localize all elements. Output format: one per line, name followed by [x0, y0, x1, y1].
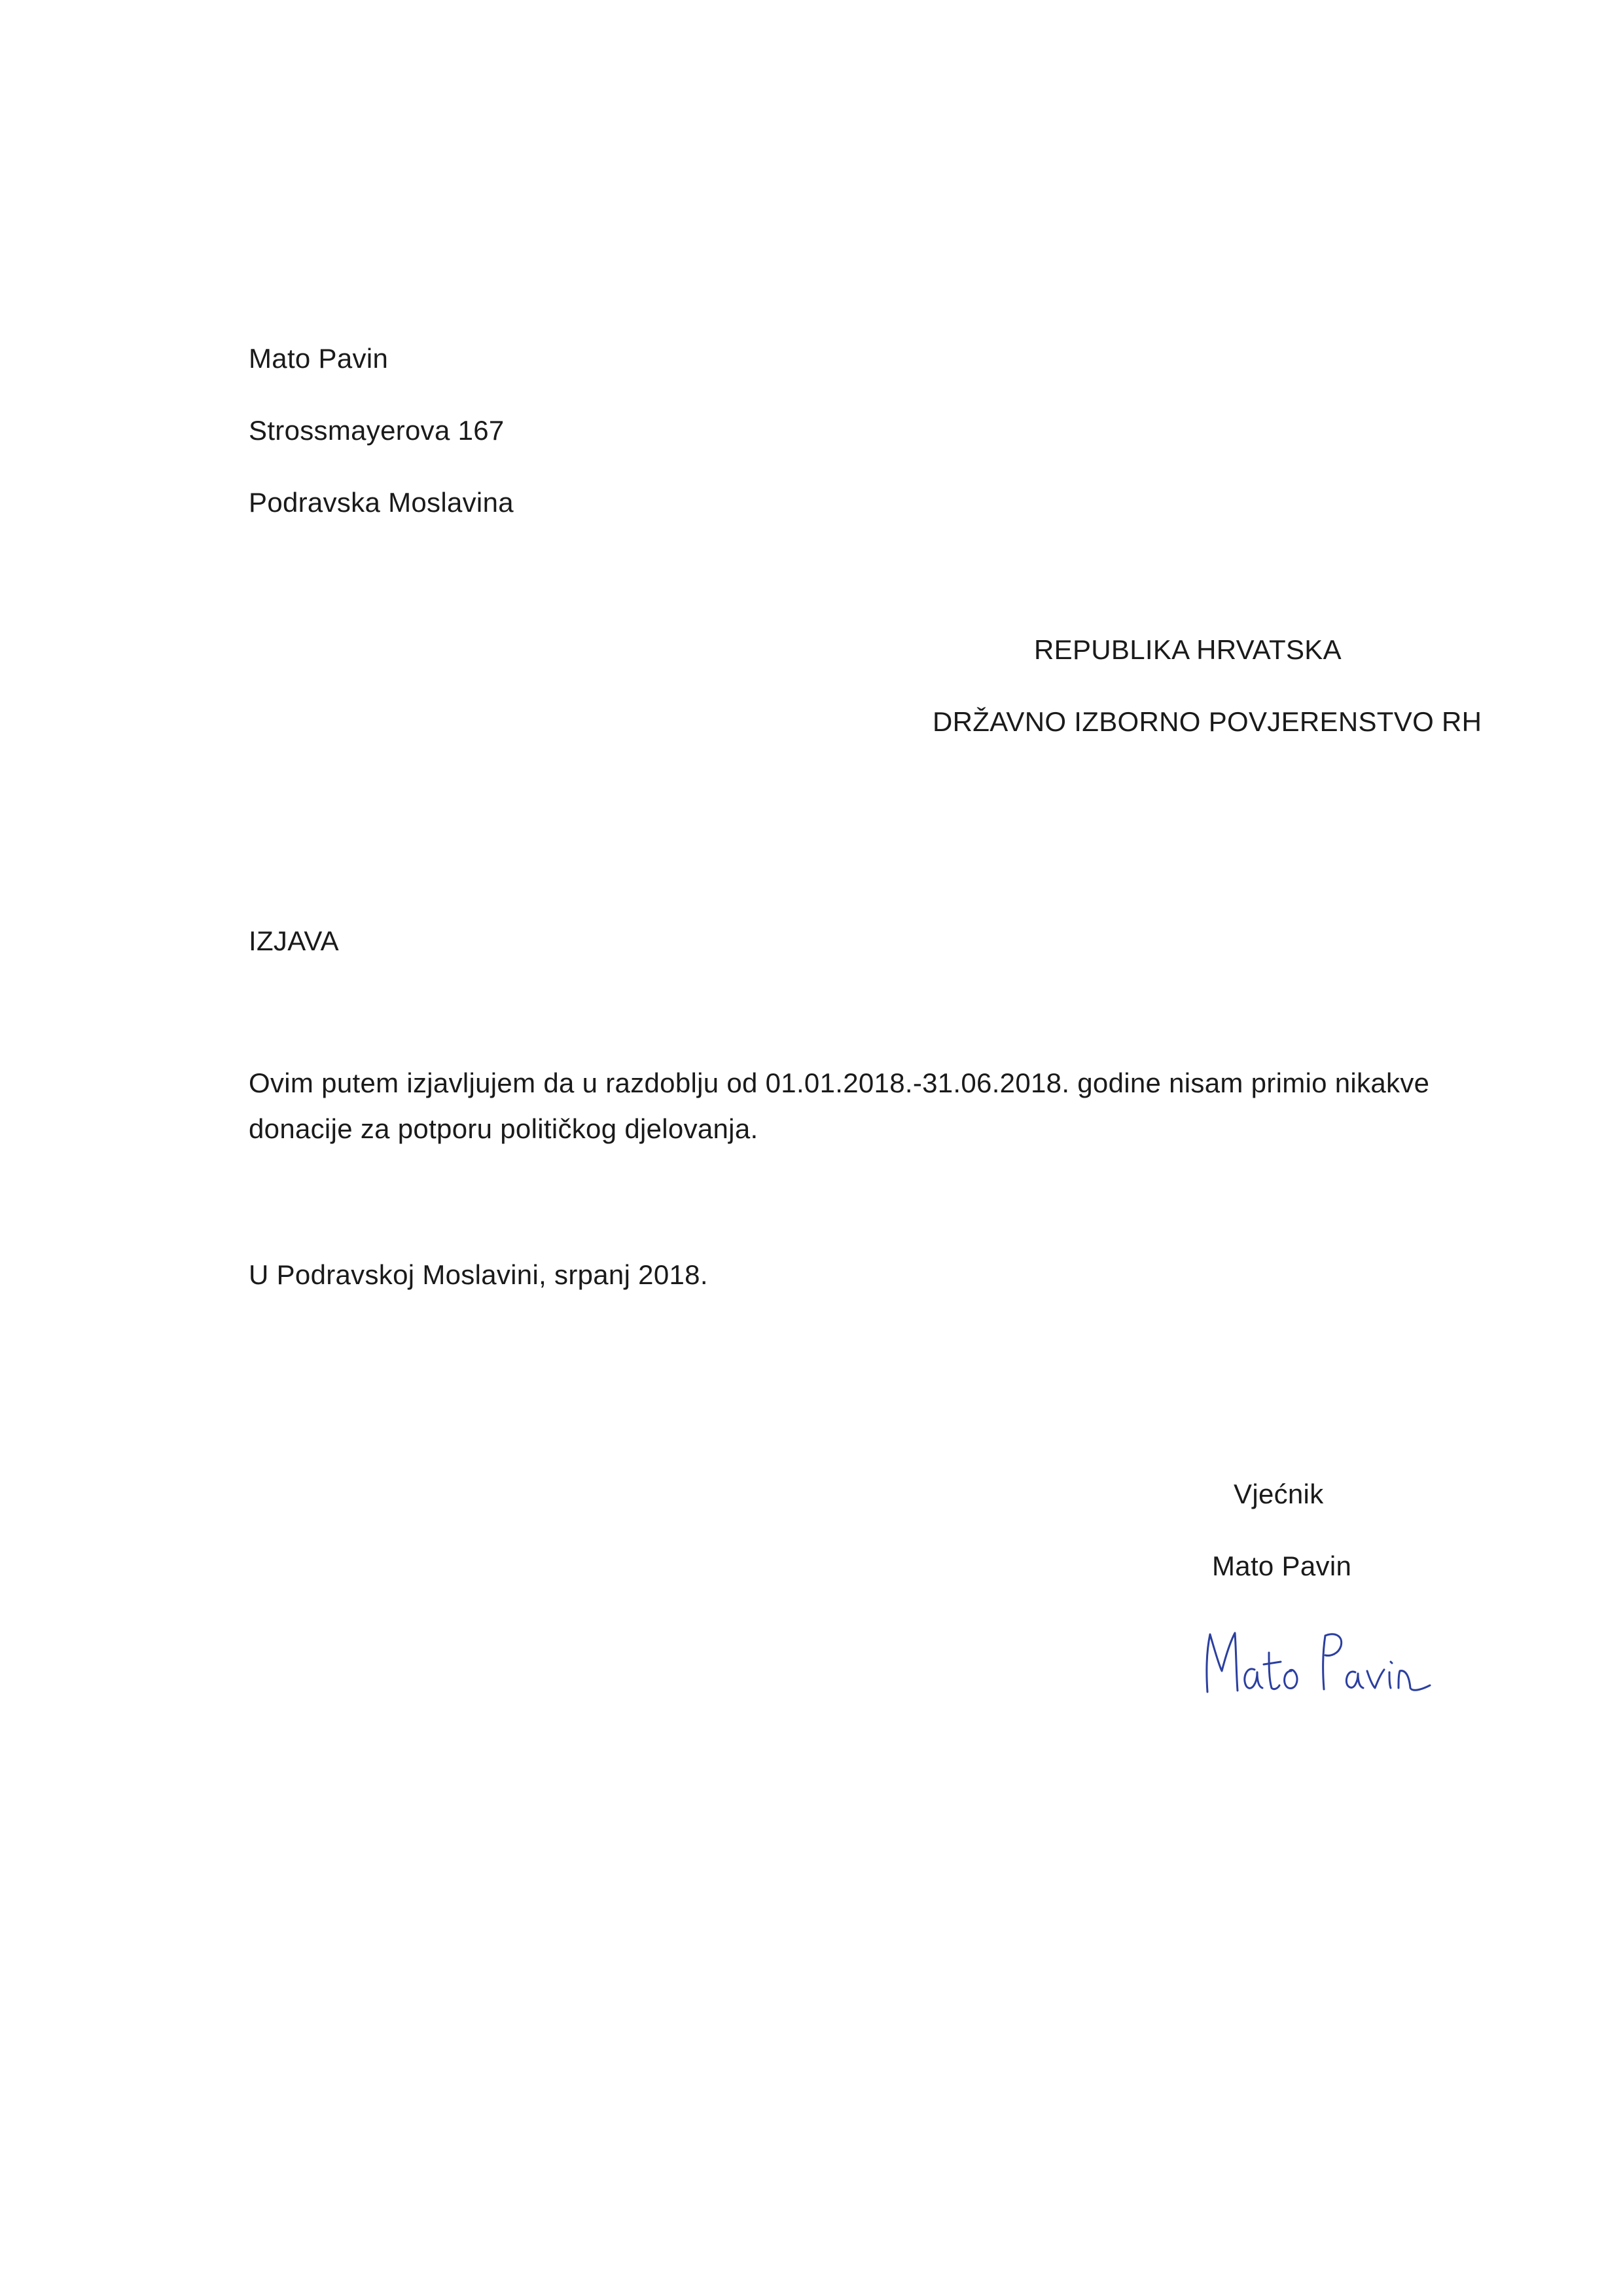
recipient-line-1: REPUBLIKA HRVATSKA: [1034, 634, 1342, 665]
sender-city: Podravska Moslavina: [249, 487, 514, 518]
document-body: Ovim putem izjavljujem da u razdoblju od 01.01.2018.-31.06.2018. godine nisam primio nikakve donacije za potporu političkog djelovanja.: [249, 1067, 1430, 1144]
sender-name: Mato Pavin: [249, 343, 389, 374]
signature-role: Vjećnik: [1234, 1479, 1324, 1509]
document-title: IZJAVA: [249, 925, 339, 956]
sender-street: Strossmayerova 167: [249, 415, 505, 446]
handwritten-signature: [1201, 1620, 1436, 1705]
recipient-line-2: DRŽAVNO IZBORNO POVJERENSTVO RH: [933, 706, 1482, 737]
signature-printed-name: Mato Pavin: [1212, 1551, 1352, 1581]
place-and-date: U Podravskoj Moslavini, srpanj 2018.: [249, 1259, 708, 1290]
